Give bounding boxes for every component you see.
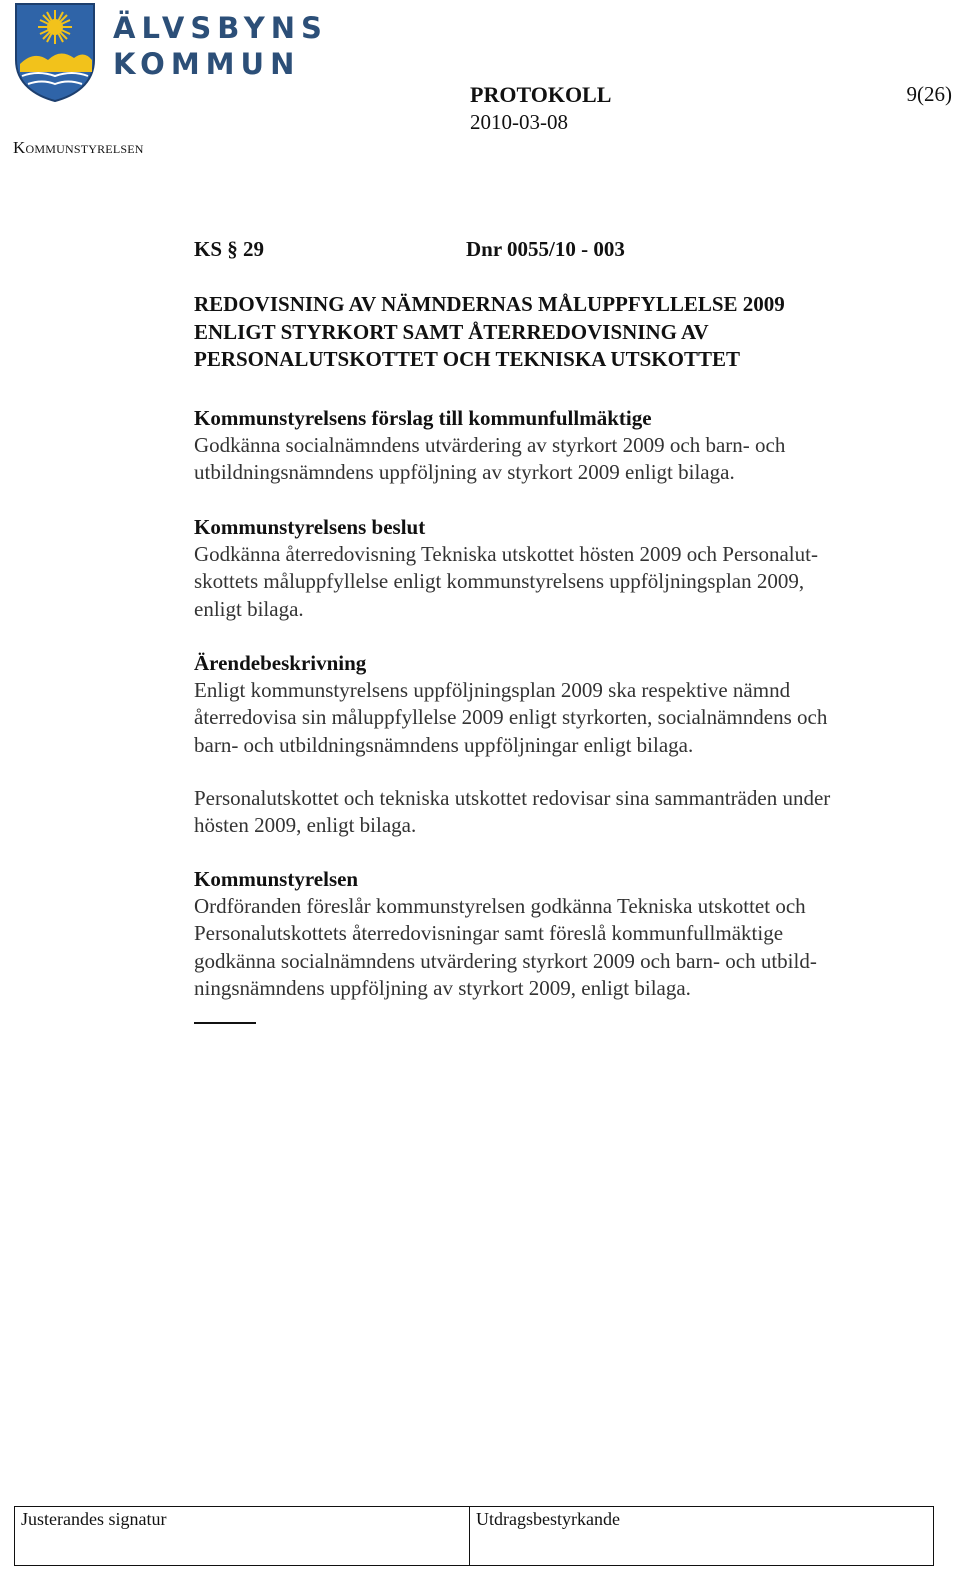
section-line: enligt bilaga.	[194, 596, 304, 621]
department-name: Kommunstyrelsen	[13, 138, 144, 157]
signature-label: Justerandes signatur	[21, 1509, 167, 1529]
case-title-line: REDOVISNING AV NÄMNDERNAS MÅLUPPFYLLELSE 2009	[194, 292, 785, 316]
section-description-continued	[194, 785, 914, 840]
section-decision	[194, 514, 914, 623]
case-title	[194, 291, 914, 374]
municipality-name	[113, 10, 328, 82]
section-heading: Kommunstyrelsen	[194, 867, 359, 891]
document-date: 2010-03-08	[470, 110, 568, 134]
case-title-line: PERSONALUTSKOTTET OCH TEKNISKA UTSKOTTET	[194, 347, 740, 371]
section-board	[194, 866, 914, 1002]
section-line: återredovisa sin måluppfyllelse 2009 enligt styrkorten, socialnämndens och	[194, 705, 828, 730]
section-description	[194, 650, 914, 759]
section-line: Personalutskottet och tekniska utskottet redovisar sina sammanträden under	[194, 786, 831, 810]
certification-label: Utdragsbestyrkande	[476, 1509, 620, 1529]
municipality-name-line2: KOMMUN	[113, 47, 301, 81]
section-line: hösten 2009, enligt bilaga.	[194, 813, 417, 838]
section-line: Godkänna socialnämndens utvärdering av styrkort 2009 och barn- och	[194, 433, 786, 457]
municipality-coat-of-arms	[14, 2, 96, 102]
page-number: 9(26)	[906, 82, 952, 106]
document-type: PROTOKOLL	[470, 82, 612, 107]
section-line: Ordföranden föreslår kommunstyrelsen godkänna Tekniska utskottet och	[194, 894, 806, 918]
municipality-name-line1: ÄLVSBYNS	[113, 11, 328, 45]
certification-cell	[470, 1507, 933, 1565]
section-line: Enligt kommunstyrelsens uppföljningsplan 2009 ska respektive nämnd	[194, 678, 791, 702]
paragraph-number: KS § 29	[194, 237, 265, 261]
section-proposal	[194, 405, 914, 487]
diary-number: Dnr 0055/10 - 003	[466, 237, 625, 261]
section-line: Personalutskottets återredovisningar samt föreslå kommunfullmäktige	[194, 921, 784, 946]
signature-cell	[15, 1507, 470, 1565]
section-line: Godkänna återredovisning Tekniska utskottet hösten 2009 och Personalut-	[194, 542, 818, 566]
section-line: barn- och utbildningsnämndens uppföljningar enligt bilaga.	[194, 732, 694, 757]
case-title-line: ENLIGT STYRKORT SAMT ÅTERREDOVISNING AV	[194, 319, 709, 344]
section-heading: Ärendebeskrivning	[194, 651, 367, 675]
section-line: skottets måluppfyllelse enligt kommunstyrelsens uppföljningsplan 2009,	[194, 569, 805, 594]
section-heading: Kommunstyrelsens beslut	[194, 515, 426, 539]
section-line: utbildningsnämndens uppföljning av styrkort 2009 enligt bilaga.	[194, 460, 735, 485]
end-rule	[194, 1022, 256, 1024]
section-line: ningsnämndens uppföljning av styrkort 2009, enligt bilaga.	[194, 975, 691, 1000]
section-line: godkänna socialnämndens utvärdering styrkort 2009 och barn- och utbild-	[194, 948, 817, 973]
section-heading: Kommunstyrelsens förslag till kommunfullmäktige	[194, 406, 652, 430]
signature-table	[14, 1506, 934, 1566]
